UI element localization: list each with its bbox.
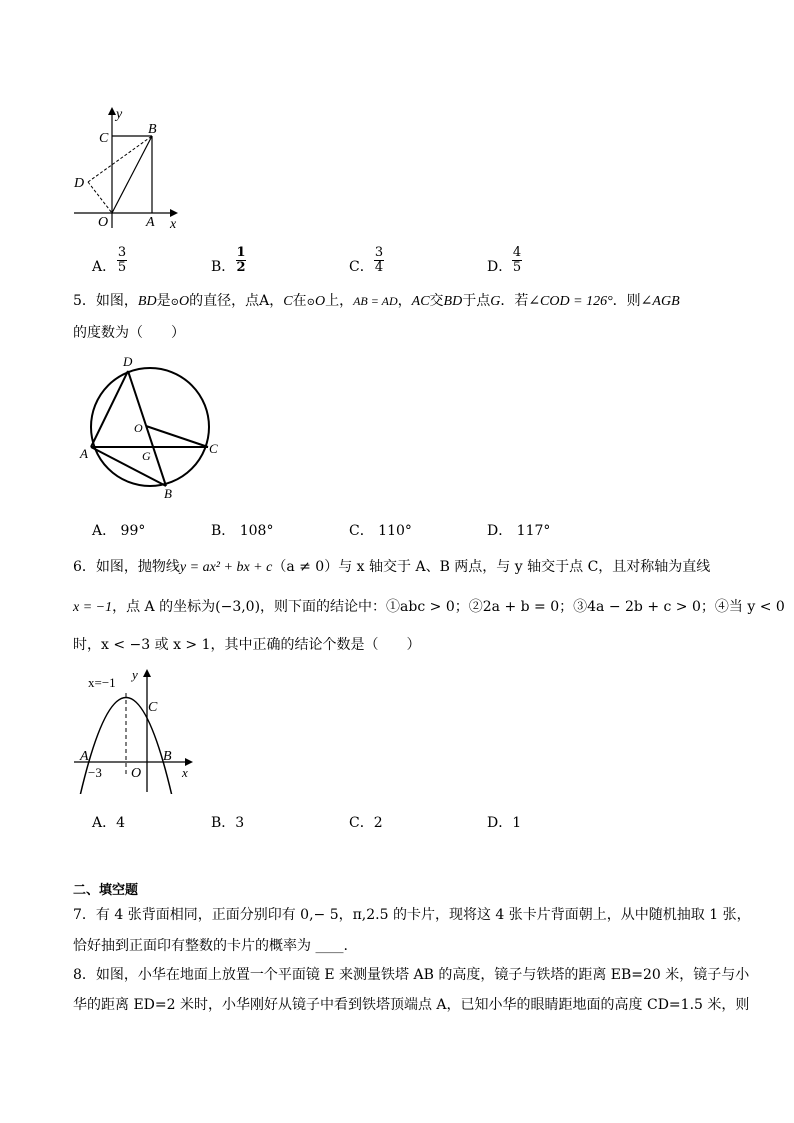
q5-part-14: AC: [411, 294, 430, 309]
q5-part-4: 的直径，点: [189, 293, 260, 309]
q4-a-num: 3: [117, 245, 127, 260]
q4-option-b-label: B．: [211, 259, 236, 275]
q7-line2: 恰好抽到正面印有整数的卡片的概率为 ____.: [73, 938, 348, 954]
q5-part-9: ⊙: [306, 297, 315, 308]
q5-part-19: ．若: [500, 293, 529, 309]
q5-part-3: O: [178, 294, 190, 309]
q6-line2c: ，则下面的结论中：: [260, 599, 387, 615]
q4-option-d-label: D．: [487, 259, 513, 275]
q4-option-c-label: C．: [349, 259, 374, 275]
q6-option-b: B．3: [211, 815, 245, 831]
q5-label-g: G: [142, 449, 151, 463]
q5-part-2: ⊙: [170, 297, 179, 308]
q6-conclusion-1: ①abc > 0；: [386, 599, 469, 615]
q6-stem-line2: [73, 596, 785, 616]
q5-part-16: BD: [443, 294, 463, 309]
q4-label-y: y: [116, 107, 123, 122]
q5-part-6: ，: [269, 293, 284, 309]
q6-label-b: B: [163, 749, 172, 764]
q5-part-8: 在: [292, 293, 307, 309]
q5-label-d: D: [123, 354, 133, 369]
q5-part-7: C: [283, 294, 293, 309]
q5-part-18: G: [490, 294, 501, 309]
q5-stem-line2: 的度数为（ ）: [73, 325, 185, 341]
q5-label-b: B: [164, 486, 172, 501]
q5-part-1: 是: [156, 293, 171, 309]
q4-option-c-fraction: [374, 246, 384, 275]
q6-stem-line3: 时，x < −3 或 x > 1，其中正确的结论个数是（ ）: [73, 637, 421, 653]
q4-d-num: 4: [512, 245, 522, 260]
q4-c-num: 3: [374, 245, 384, 260]
q6-line2b: ，点 A 的坐标为: [112, 599, 216, 615]
q5-part-17: 于点: [462, 293, 491, 309]
q6-conclusion-2: ②2a + b = 0；: [468, 599, 574, 615]
q6-label-y: y: [132, 667, 138, 682]
q6-conclusion-3: ③4a − 2b + c > 0；: [573, 599, 715, 615]
q6-coord-a: (−3,0): [215, 599, 261, 615]
q4-option-a-fraction: [117, 246, 127, 275]
q8-line2: 华的距离 ED=2 米时，小华刚好从镜子中看到铁塔顶端点 A，已知小华的眼睛距地面的高度 CD=1.5 米，则: [73, 997, 750, 1013]
q6-figure: [72, 664, 202, 794]
q8-line1: 8．如图，小华在地面上放置一个平面镜 E 来测量铁塔 AB 的高度，镜子与铁塔的距离 EB=20 米，镜子与小: [73, 967, 750, 983]
q4-option-d-fraction: [512, 246, 522, 275]
q5-figure: [76, 350, 226, 505]
q5-part-20: ∠COD = 126°: [528, 294, 613, 309]
q6-label-axis: x=−1: [88, 675, 116, 690]
q6-label-minus3: −3: [88, 765, 102, 780]
q5-part-15: 交: [429, 293, 444, 309]
q6-line1: 6．如图，抛物线: [73, 559, 180, 575]
q5-number: 5．如图，: [73, 293, 138, 309]
q4-b-den: 2: [236, 260, 246, 275]
q4-label-b: B: [148, 122, 157, 137]
q4-option-b-fraction: [236, 246, 246, 275]
q6-condition: （a ≠ 0）与 x 轴交于 A、B 两点，与 y 轴交于点 C，且对称轴为直线: [272, 559, 711, 575]
q5-part-11: 上，: [325, 293, 354, 309]
q6-label-o: O: [131, 766, 142, 781]
q6-option-c: C．2: [349, 815, 383, 831]
q5-part-22: ∠AGB: [640, 294, 680, 309]
q5-option-d: D． 117°: [487, 523, 551, 539]
q5-option-b: B． 108°: [211, 523, 274, 539]
q4-a-den: 5: [117, 260, 127, 275]
q4-label-o: O: [98, 215, 109, 230]
q5-option-c: C． 110°: [349, 523, 412, 539]
q4-b-num: 1: [236, 245, 246, 260]
q6-label-x: x: [182, 765, 188, 780]
q6-option-d: D．1: [487, 815, 522, 831]
q6-axis-eq: x = −1: [73, 600, 113, 615]
q6-label-a: A: [80, 749, 89, 764]
q5-part-10: O: [314, 294, 326, 309]
q4-figure: [66, 100, 186, 235]
q4-option-a-label: A．: [92, 259, 117, 275]
q5-stem-line1: [73, 290, 680, 310]
q4-label-x: x: [170, 217, 177, 232]
q4-d-den: 5: [512, 260, 522, 275]
q5-label-o: O: [134, 421, 143, 435]
q5-part-5: A: [259, 293, 270, 309]
q4-label-d: D: [74, 176, 85, 191]
q6-label-c: C: [148, 700, 158, 715]
q5-part-13: ，: [397, 293, 412, 309]
q5-part-0: BD: [137, 294, 157, 309]
q4-c-den: 4: [374, 260, 384, 275]
q5-option-a: A． 99°: [92, 523, 146, 539]
q4-label-c: C: [99, 131, 109, 146]
q6-option-a: A．4: [92, 815, 126, 831]
section-title: 二、填空题: [73, 883, 139, 898]
q6-equation: y = ax² + bx + c: [179, 560, 273, 575]
q6-conclusion-4: ④当 y < 0: [714, 599, 785, 615]
q4-label-a: A: [146, 215, 155, 230]
q5-part-21: ．则: [612, 293, 641, 309]
q5-part-12: AB = AD: [353, 294, 398, 308]
q5-label-c: C: [209, 441, 218, 456]
q6-stem-line1: [73, 556, 710, 576]
q5-label-a: A: [80, 446, 88, 461]
q7-line1: 7．有 4 张背面相同，正面分别印有 0,− 5，π,2.5 的卡片，现将这 4 张卡片背面朝上，从中随机抽取 1 张，: [73, 907, 751, 923]
